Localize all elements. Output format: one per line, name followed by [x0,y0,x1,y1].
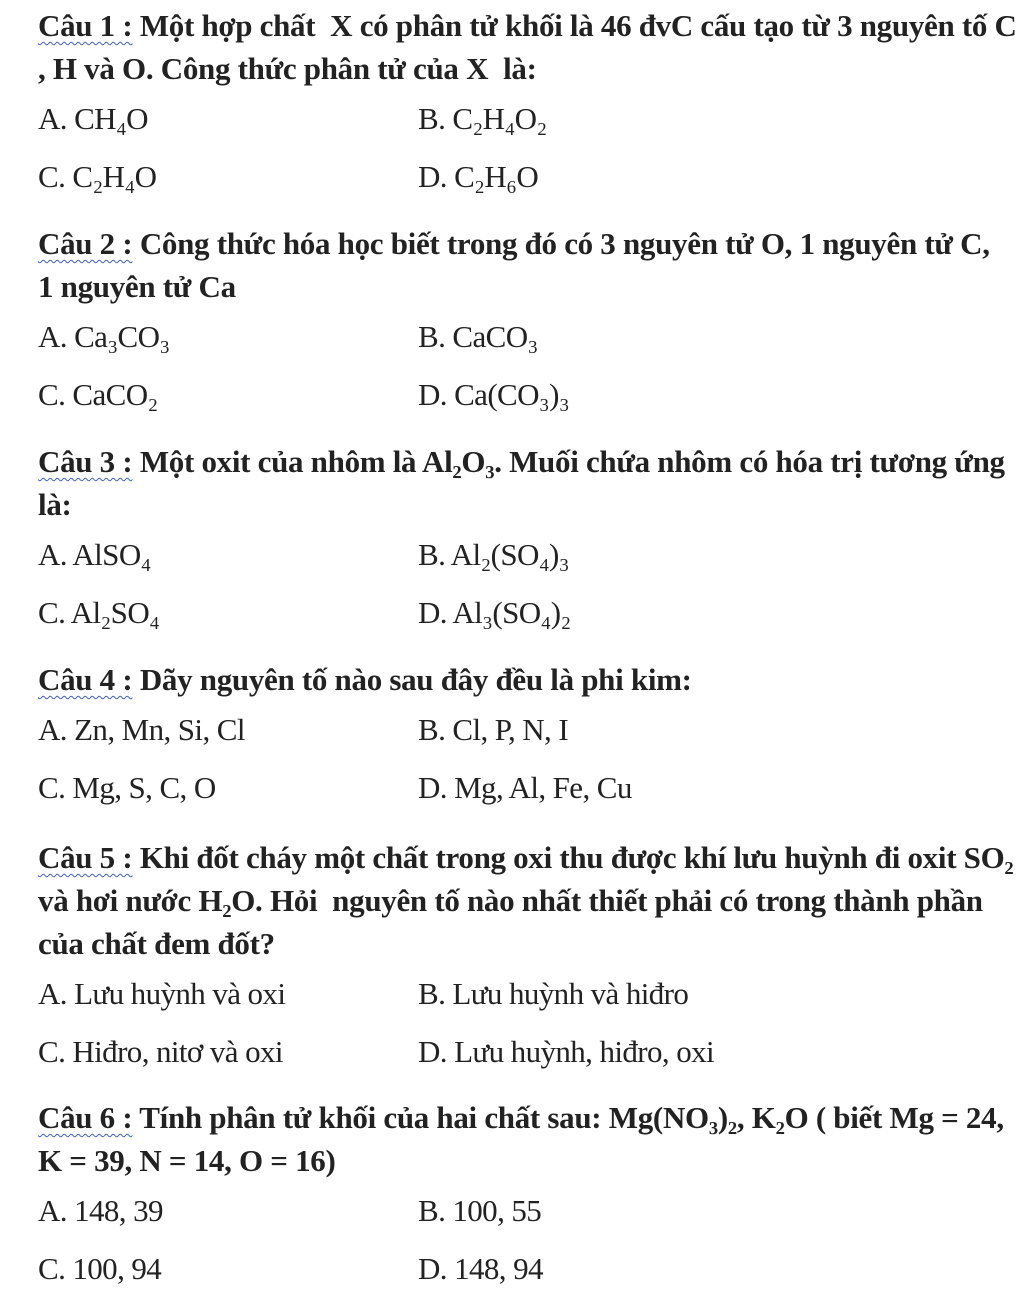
option-b: B. 100, 55 [418,1193,542,1228]
option-row [38,1182,1018,1240]
option-d: D. C₂H₆O [418,159,539,194]
question-label: Câu 4 : [38,662,133,697]
question-stem [38,1096,1018,1182]
question-text: Một hợp chất X có phân tử khối là 46 đvC cấu tạo từ 3 nguyên tố C , H và O. Công thức phân tử của X là: [38,8,1024,86]
question-text: Dãy nguyên tố nào sau đây đều là phi kim: [139,662,692,697]
question-4 [38,658,1018,817]
question-3 [38,440,1018,642]
option-b: B. Al₂(SO₄)₃ [418,537,569,572]
option-row [38,759,1018,817]
option-d: D. Lưu huỳnh, hiđro, oxi [418,1034,715,1069]
question-stem [38,440,1018,526]
question-label: Câu 3 : [38,444,133,479]
option-row [38,526,1018,584]
option-d: D. Ca(CO₃)₃ [418,377,570,412]
question-label: Câu 6 : [38,1100,133,1135]
option-row [38,148,1018,206]
option-row [38,308,1018,366]
question-stem [38,222,1018,308]
question-text: Khi đốt cháy một chất trong oxi thu được khí lưu huỳnh đi oxit SO₂ và hơi nước H₂O. Hỏi nguyên tố nào nhất thiết phải có trong thành phần của chất đem đốt? [38,840,1021,961]
question-stem [38,658,1018,701]
option-c: C. Mg, S, C, O [38,770,216,805]
option-d: D. Mg, Al, Fe, Cu [418,770,632,805]
question-text: Tính phân tử khối của hai chất sau: Mg(NO₃)₂, K₂O ( biết Mg = 24, K = 39, N = 14, O = 16) [38,1100,1012,1178]
option-c: C. 100, 94 [38,1251,162,1286]
question-stem [38,836,1021,965]
option-b: B. C₂H₄O₂ [418,101,547,136]
question-label: Câu 2 : [38,226,133,261]
option-row [38,701,1018,759]
option-c: C. Al₂SO₄ [38,595,160,630]
option-a: A. Zn, Mn, Si, Cl [38,712,245,747]
option-row [38,1023,1018,1081]
option-b: B. CaCO₃ [418,319,538,354]
question-text: Một oxit của nhôm là Al₂O₃. Muối chứa nhôm có hóa trị tương ứng là: [38,444,1013,522]
option-c: C. C₂H₄O [38,159,157,194]
option-d: D. 148, 94 [418,1251,543,1286]
question-label: Câu 1 : [38,8,133,43]
question-5 [38,836,1021,1081]
option-a: A. Lưu huỳnh và oxi [38,976,286,1011]
option-a: A. AlSO₄ [38,537,151,572]
question-2 [38,222,1018,424]
question-text: Công thức hóa học biết trong đó có 3 nguyên tử O, 1 nguyên tử C, 1 nguyên tử Ca [38,226,1005,304]
option-b: B. Lưu huỳnh và hiđro [418,976,689,1011]
option-c: C. Hiđro, nitơ và oxi [38,1034,283,1069]
option-row [38,1240,1018,1298]
option-b: B. Cl, P, N, I [418,712,569,747]
option-row [38,90,1018,148]
option-row [38,965,1018,1023]
question-6 [38,1096,1018,1298]
question-label: Câu 5 : [38,840,133,875]
option-d: D. Al₃(SO₄)₂ [418,595,571,630]
option-a: A. CH₄O [38,101,148,136]
option-a: A. Ca₃CO₃ [38,319,170,354]
question-1 [38,4,1024,206]
option-a: A. 148, 39 [38,1193,163,1228]
option-c: C. CaCO₂ [38,377,158,412]
option-row [38,366,1018,424]
option-row [38,584,1018,642]
question-stem [38,4,1024,90]
